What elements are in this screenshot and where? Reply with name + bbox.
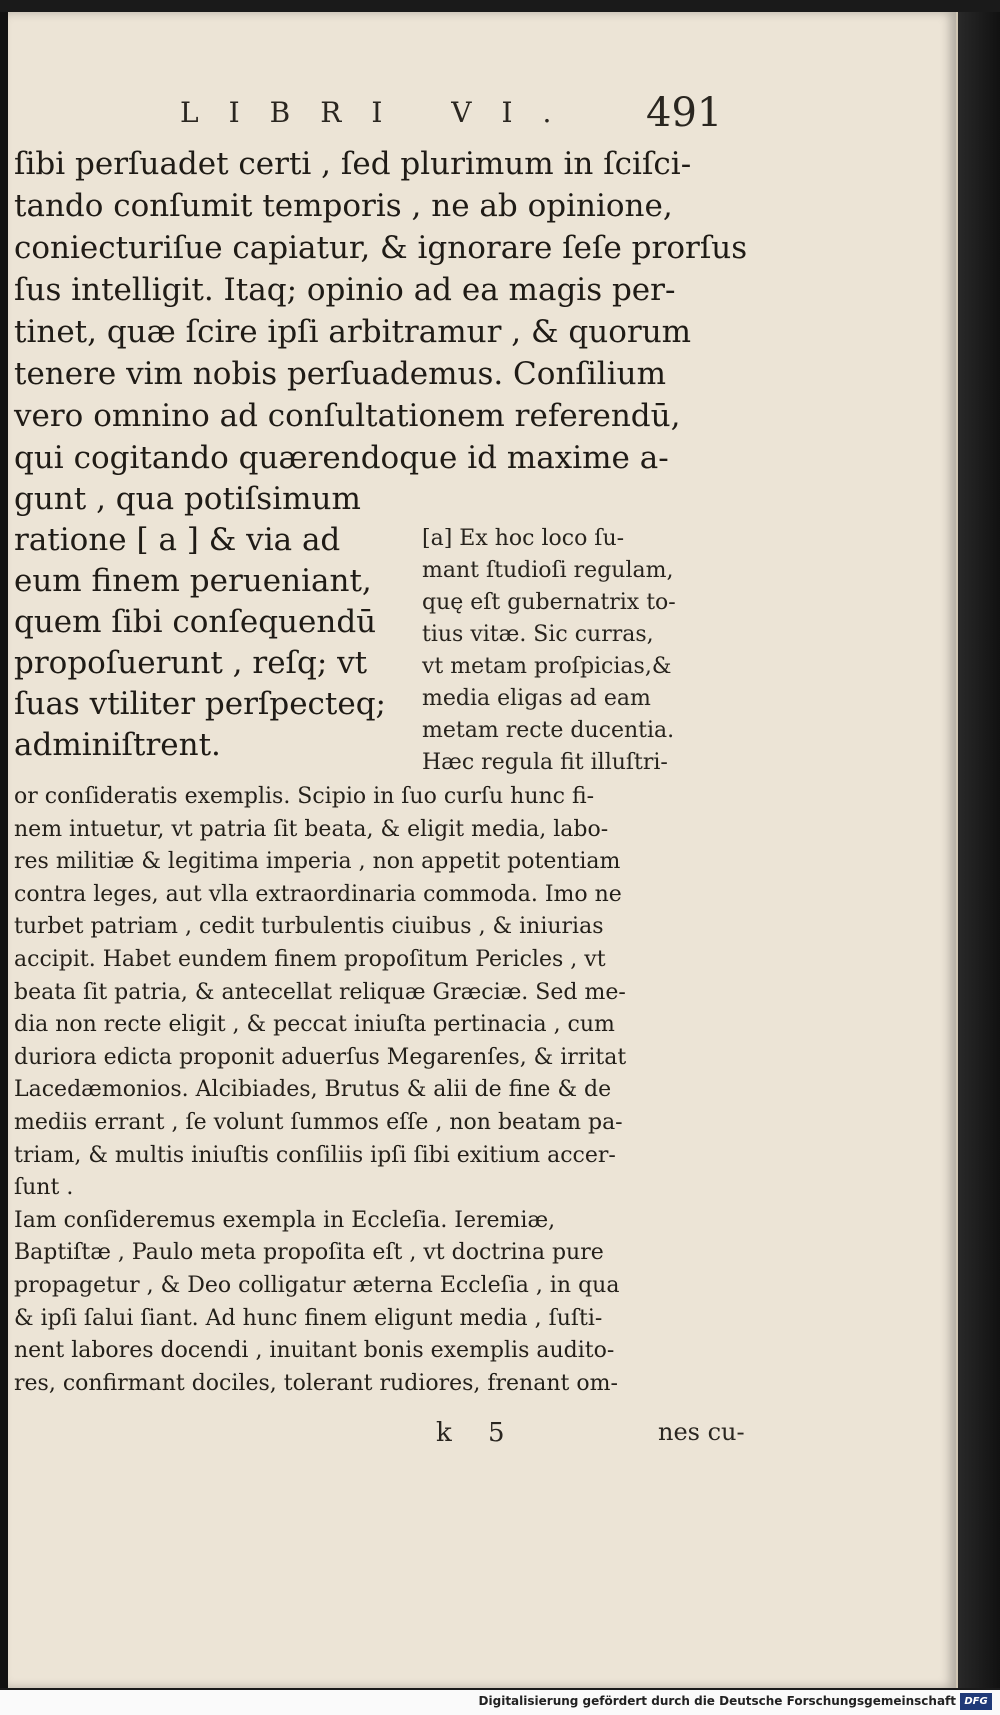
- text-line: tando conſumit temporis , ne ab opinione,: [14, 188, 673, 224]
- text-line: turbet patriam , cedit turbulentis ciuibus , & iniurias: [14, 914, 604, 940]
- text-line: dia non recte eligit , & peccat iniuſta pertinacia , cum: [14, 1012, 615, 1038]
- text-line: res militiæ & legitima imperia , non appetit potentiam: [14, 849, 621, 875]
- text-line: ſunt .: [14, 1175, 74, 1201]
- narrow-text-block: [14, 479, 404, 766]
- text-line: duriora edicta proponit aduerſus Megarenſes, & irritat: [14, 1044, 627, 1070]
- note-line: tius vitæ. Sic curras,: [422, 622, 654, 647]
- signature-mark: k 5: [436, 1418, 519, 1448]
- text-line: vero omnino ad conſultationem referendū,: [14, 398, 681, 434]
- note-line: media eligas ad eam: [422, 686, 651, 711]
- note-line: mant ſtudioſi regulam,: [422, 558, 674, 583]
- text-line: contra leges, aut vlla extraordinaria commoda. Imo ne: [14, 881, 622, 907]
- text-line: tenere vim nobis perſuademus. Conſilium: [14, 356, 666, 392]
- text-line: ſibi perſuadet certi , ſed plurimum in ſciſci-: [14, 146, 692, 182]
- text-line: eum finem perueniant,: [14, 563, 372, 599]
- text-line: nent labores docendi , inuitant bonis exemplis audito-: [14, 1338, 615, 1364]
- text-line: propoſuerunt , reſq; vt: [14, 645, 368, 681]
- text-line: coniecturiſue capiatur, & ignorare ſeſe prorſus: [14, 230, 748, 266]
- note-line: [a] Ex hoc loco ſu-: [422, 526, 625, 551]
- text-line: mediis errant , ſe volunt ſummos eſſe , non beatam pa-: [14, 1109, 623, 1135]
- note-line: metam recte ducentia.: [422, 718, 675, 743]
- running-head: LIBRI VI.: [180, 96, 582, 129]
- text-line: adminiſtrent.: [14, 727, 221, 763]
- note-line: quę eſt gubernatrix to-: [422, 590, 676, 615]
- main-text-block: [14, 143, 748, 479]
- text-line: gunt , qua potiſsimum: [14, 481, 361, 517]
- text-line: quem ſibi conſequendū: [14, 604, 377, 640]
- funding-credit: Digitalisierung gefördert durch die Deutsche Forschungsgemeinschaft: [478, 1694, 956, 1708]
- text-line: Iam conſideremus exempla in Eccleſia. Ieremiæ,: [14, 1207, 556, 1233]
- text-line: qui cogitando quærendoque id maxime a-: [14, 440, 669, 476]
- text-line: Baptiſtæ , Paulo meta propoſita eſt , vt doctrina pure: [14, 1240, 604, 1266]
- catchword: nes cu-: [658, 1418, 745, 1446]
- text-line: & ipſi ſalui ſiant. Ad hunc finem eligunt media , ſuſti-: [14, 1305, 603, 1331]
- scan-right-edge: [956, 12, 1000, 1688]
- marginal-note: [422, 523, 732, 779]
- text-line: or conſideratis exemplis. Scipio in ſuo curſu hunc fi-: [14, 784, 595, 809]
- page-number: 491: [646, 90, 723, 136]
- note-line: Hæc regula fit illuſtri-: [422, 750, 668, 775]
- text-line: ratione [ a ] & via ad: [14, 522, 341, 558]
- text-line: propagetur , & Deo colligatur æterna Eccleſia , in qua: [14, 1272, 620, 1298]
- text-line: res, confirmant dociles, tolerant rudiores, frenant om-: [14, 1370, 618, 1396]
- note-continuation-block: [14, 781, 734, 1400]
- text-line: beata ſit patria, & antecellat reliquæ Græciæ. Sed me-: [14, 979, 626, 1005]
- text-line: ſuas vtiliter perſpecteq;: [14, 686, 386, 722]
- text-line: triam, & multis iniuſtis conſiliis ipſi ſibi exitium accer-: [14, 1142, 616, 1168]
- dfg-logo-icon: DFG: [960, 1693, 992, 1710]
- scan-left-edge: [0, 12, 8, 1688]
- note-line: vt metam proſpicias,&: [422, 654, 672, 679]
- text-line: tinet, quæ ſcire ipſi arbitramur , & quorum: [14, 314, 692, 350]
- text-line: accipit. Habet eundem finem propoſitum Pericles , vt: [14, 946, 606, 972]
- text-line: nem intuetur, vt patria ſit beata, & eligit media, labo-: [14, 816, 609, 842]
- text-line: ſus intelligit. Itaq; opinio ad ea magis per-: [14, 272, 676, 308]
- digitization-footer: [0, 1690, 1000, 1715]
- text-line: Lacedæmonios. Alcibiades, Brutus & alii de fine & de: [14, 1077, 612, 1103]
